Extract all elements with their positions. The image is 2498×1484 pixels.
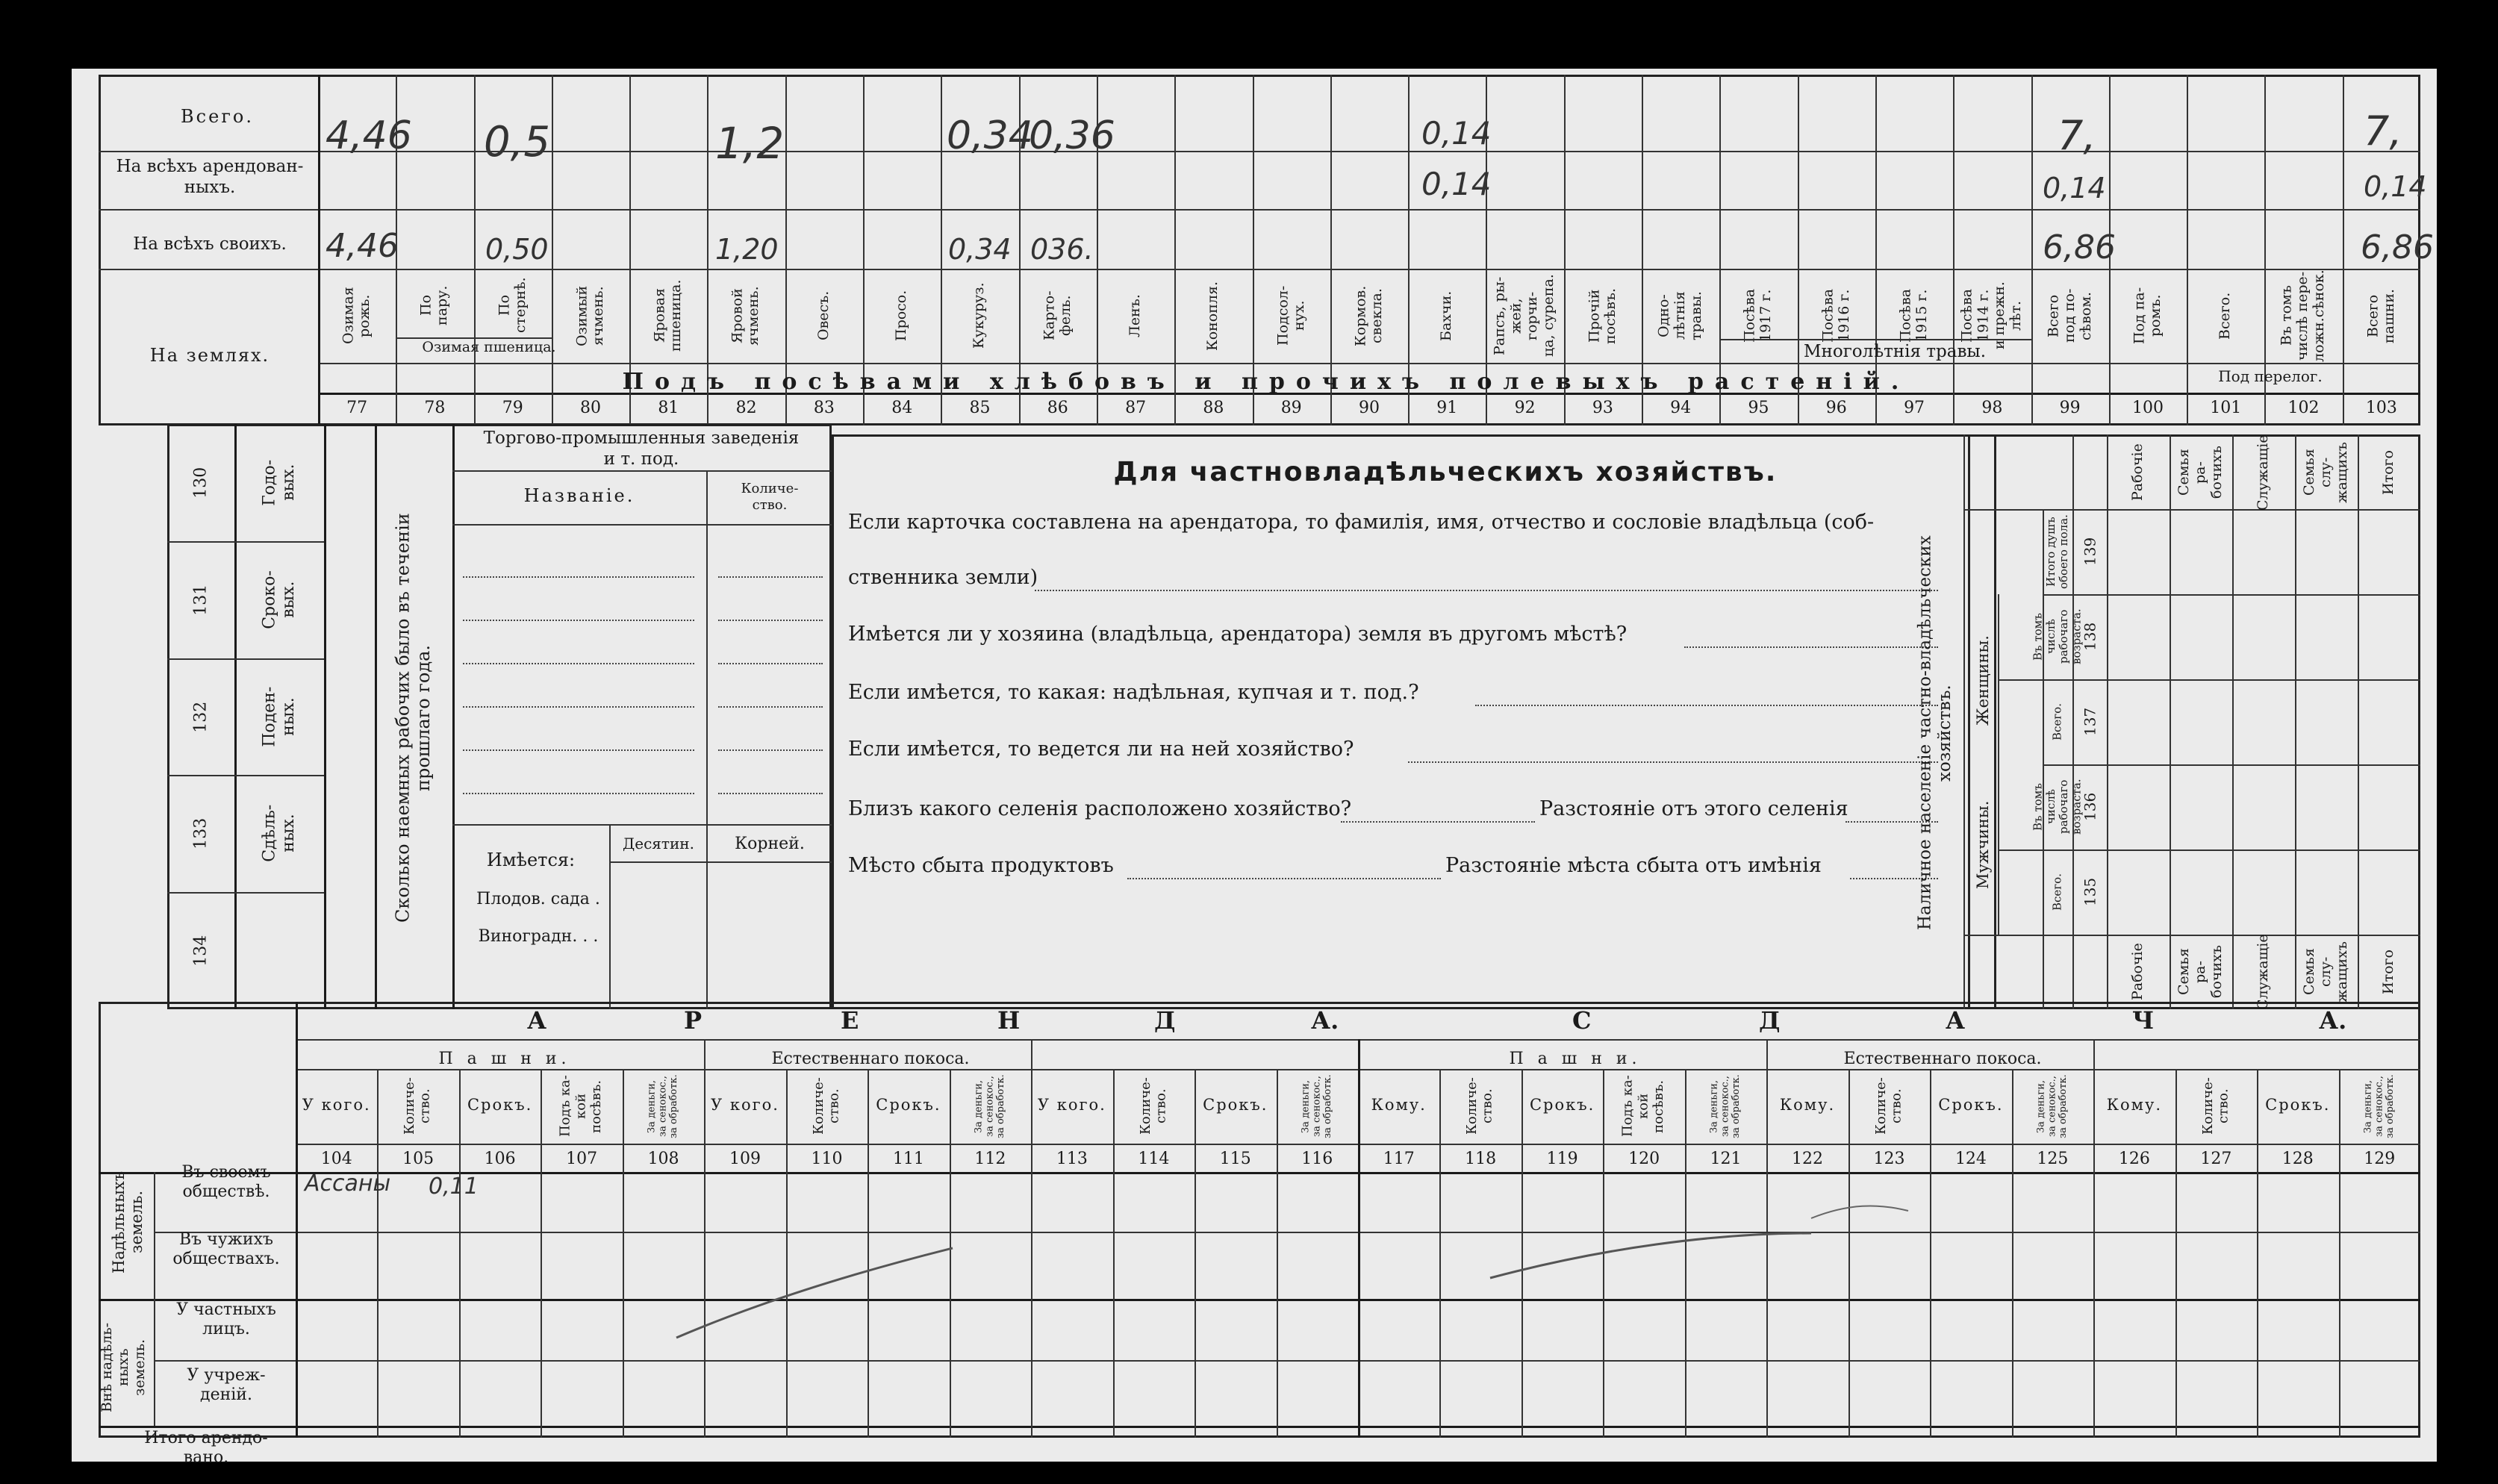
question-village-distance: Разстояніе отъ этого селенія — [1539, 797, 1848, 820]
bottom-col-number: 114 — [1138, 1150, 1170, 1168]
question-owner: Если карточка составлена на арендатора, то фамилія, имя, отчество и сословіе владѣльца (соб- — [848, 511, 1875, 534]
crop-col-number: 99 — [2059, 399, 2081, 417]
crop-col-header: Всего. — [2217, 292, 2234, 340]
bottom-col-number: 123 — [1873, 1150, 1905, 1168]
crop-col-number: 86 — [1047, 399, 1068, 417]
pop-col-header-bottom: Служащіе — [2255, 934, 2272, 1010]
crop-col-number: 89 — [1280, 399, 1302, 417]
bottom-col-number: 116 — [1301, 1150, 1333, 1168]
crop-col-number: 78 — [424, 399, 446, 417]
crop-col-number: 80 — [580, 399, 602, 417]
winter-wheat-label: Озимая пшеница. — [422, 339, 556, 355]
hw-total-99: 7, — [2058, 112, 2096, 159]
pop-row-label: Въ томъ числѣ рабочаго возраста. — [2031, 779, 2084, 835]
crop-col-header: Посѣва 1916 г. — [1819, 288, 1852, 343]
hw-lease-qty: 0,11 — [429, 1173, 479, 1200]
crop-col-number: 79 — [502, 399, 523, 417]
bottom-col-header: Кому. — [2106, 1096, 2162, 1114]
crop-col-header: Посѣва 1914 г. и прежн. лѣт. — [1958, 281, 2025, 350]
pop-col-header-bottom: Семья слу- жащихъ — [2301, 941, 2350, 1003]
worker-row-label: Годо- вых. — [260, 459, 298, 506]
row-total-rented: Итого арендо- вано. — [144, 1429, 268, 1468]
sdacha-letter: Д — [1759, 1006, 1781, 1035]
private-farm-title: Для частновладѣльческихъ хозяйствъ. — [1113, 457, 1778, 487]
question-land-type: Если имѣется, то какая: надѣльная, купчая и т. под.? — [848, 681, 1419, 704]
arenda-letter: А. — [1311, 1006, 1339, 1035]
crop-col-number: 92 — [1514, 399, 1536, 417]
crop-col-number: 98 — [1981, 399, 2003, 417]
bottom-col-number: 106 — [484, 1150, 516, 1168]
bottom-col-number: 121 — [1710, 1150, 1742, 1168]
question-other-land: Имѣется ли у хозяина (владѣльца, арендатора) земля въ другомъ мѣстѣ? — [848, 623, 1628, 646]
pop-col-header-top: Итого — [2380, 450, 2397, 495]
arenda-pashni-label: П а ш н и. — [438, 1050, 571, 1068]
bottom-col-header: За деньги, за сенокос., за обработк. — [973, 1074, 1006, 1138]
bottom-col-header: За деньги, за сенокос., за обработк. — [1299, 1074, 1333, 1138]
crop-col-header: Под па- ромъ. — [2131, 287, 2164, 345]
bottom-col-header: Срокъ. — [1938, 1096, 2004, 1114]
bottom-col-header: Количе- ство. — [402, 1077, 434, 1135]
crop-col-header: Овесъ. — [815, 290, 832, 341]
pop-col-header-bottom: Рабочіе — [2129, 943, 2146, 1001]
bottom-col-header: Подъ ка- кой посѣвъ. — [558, 1075, 605, 1138]
hw-own-103: 6,86 — [2361, 228, 2434, 266]
row-label-total: Всего. — [181, 106, 254, 127]
crop-col-header: Конопля. — [1204, 281, 1221, 351]
workers-question: Сколько наемных рабочих было въ теченіи прошлаго года. — [392, 513, 434, 923]
hw-own-potato: 036. — [1030, 233, 1094, 266]
bottom-col-header: Срокъ. — [1529, 1096, 1595, 1114]
crop-col-number: 93 — [1592, 399, 1613, 417]
bottom-col-header: Срокъ. — [1203, 1096, 1268, 1114]
bottom-col-header: Количе- ство. — [1137, 1077, 1169, 1135]
crop-col-header: Посѣва 1915 г. — [1897, 288, 1931, 343]
pop-row-num: 137 — [2081, 707, 2099, 737]
bottom-col-number: 129 — [2364, 1150, 2396, 1168]
bottom-col-header: За деньги, за сенокос., за обработк. — [2361, 1074, 2396, 1138]
hw-own-rye: 4,46 — [326, 227, 399, 265]
census-card-sheet — [72, 69, 2437, 1468]
question-owner-cont: ственника земли) — [848, 566, 1038, 589]
hw-own-corn: 0,34 — [948, 233, 1012, 266]
crop-col-number: 85 — [969, 399, 991, 417]
worker-row-num: 131 — [191, 584, 211, 616]
worker-row-num: 132 — [191, 701, 211, 732]
multiyear-grass-label: Многолѣтнія травы. — [1803, 342, 1987, 361]
crop-col-header: По пару. — [417, 285, 451, 325]
bottom-col-header: Количе- ство. — [2199, 1077, 2231, 1135]
worker-row-label: Сдѣль- ных. — [260, 805, 298, 863]
bottom-col-number: 108 — [647, 1150, 679, 1168]
hw-rent-103: 0,14 — [2364, 170, 2427, 203]
pop-col-header-top: Семья ра- бочихъ — [2175, 446, 2225, 499]
crop-col-number: 101 — [2210, 399, 2242, 417]
bottom-col-header: Срокъ. — [876, 1096, 941, 1114]
sdacha-pashni-label: П а ш н и. — [1509, 1050, 1642, 1068]
bottom-col-header: За деньги, за сенокос., за обработк. — [646, 1074, 680, 1138]
row-label-on-lands: На землях. — [149, 345, 270, 366]
sdacha-pokos-label: Естественнаго покоса. — [1843, 1050, 2042, 1068]
crop-col-number: 96 — [1825, 399, 1847, 417]
pop-row-num: 139 — [2081, 537, 2099, 567]
fallow-label: Под перелог. — [2218, 367, 2323, 385]
crop-col-header: Ленъ. — [1127, 294, 1144, 337]
row-own-society: Въ своемъ обществѣ. — [181, 1163, 271, 1202]
has-label: Имѣется: — [486, 849, 576, 870]
group-allotment-label: Надѣльныхъ земель. — [109, 1170, 146, 1273]
bottom-col-header: Количе- ство. — [1872, 1077, 1904, 1135]
bottom-col-header: Подъ ка- кой посѣвъ. — [1620, 1075, 1667, 1138]
bottom-col-number: 122 — [1792, 1150, 1824, 1168]
bottom-col-header: Срокъ. — [2265, 1096, 2331, 1114]
bottom-col-number: 105 — [402, 1150, 434, 1168]
bottom-col-number: 109 — [729, 1150, 761, 1168]
bottom-col-number: 124 — [1955, 1150, 1987, 1168]
pop-col-header-top: Служащіе — [2255, 434, 2272, 511]
pop-col-header-bottom: Семья ра- бочихъ — [2175, 945, 2225, 999]
crop-col-header: Яровая пшеница. — [651, 279, 685, 352]
crop-col-number: 77 — [346, 399, 368, 417]
crop-col-number: 103 — [2365, 399, 2397, 417]
bottom-col-number: 107 — [566, 1150, 598, 1168]
row-label-rented: На всѣхъ арендован- ныхъ. — [116, 157, 304, 197]
crop-col-header: Просо. — [893, 290, 910, 342]
bottom-col-number: 120 — [1628, 1150, 1660, 1168]
bottom-col-header: Количе- ство. — [1464, 1077, 1496, 1135]
arenda-pokos-label: Естественнаго покоса. — [771, 1050, 970, 1068]
bottom-col-number: 112 — [974, 1150, 1006, 1168]
crop-col-number: 97 — [1904, 399, 1925, 417]
bottom-col-header: У кого. — [302, 1096, 371, 1114]
bottom-col-number: 127 — [2200, 1150, 2232, 1168]
group-non-allotment-label: Внѣ надѣль- ныхъ земель. — [99, 1322, 148, 1413]
crop-col-number: 90 — [1358, 399, 1380, 417]
crop-col-header: Подсол- нух. — [1274, 285, 1307, 346]
row-private-persons: У частныхъ лицъ. — [176, 1300, 276, 1339]
pop-col-header-top: Рабочіе — [2129, 443, 2146, 502]
trade-name-label: Названіе. — [523, 485, 635, 506]
bottom-col-number: 104 — [320, 1150, 352, 1168]
bottom-col-header: Кому. — [1779, 1096, 1836, 1114]
crop-col-header: Рапсъ, ры- жей, горчи- ца, сурепа. — [1491, 274, 1557, 358]
row-label-own: На всѣхъ своихъ. — [133, 234, 287, 254]
arenda-letter: Р — [684, 1006, 703, 1035]
question-village: Близъ какого селенія расположено хозяйство? — [848, 797, 1352, 820]
crop-col-header: По стернѣ. — [495, 277, 529, 334]
roots-label: Корней. — [735, 835, 805, 853]
crop-col-header: Озимая рожь. — [340, 287, 373, 345]
bottom-col-number: 110 — [811, 1150, 843, 1168]
row-institutions: У учреж- деній. — [187, 1366, 266, 1405]
vineyard-label: Виноградн. . . — [478, 927, 599, 946]
question-market-distance: Разстояніе мѣста сбыта отъ имѣнія — [1445, 854, 1822, 877]
hw-lessor: Ассаны — [305, 1170, 391, 1197]
crop-col-number: 83 — [813, 399, 835, 417]
bottom-col-number: 111 — [892, 1150, 924, 1168]
pop-row-num: 135 — [2081, 877, 2099, 907]
hw-total-barley: 1,2 — [715, 118, 785, 169]
bottom-col-number: 119 — [1546, 1150, 1578, 1168]
hw-total-stubble: 0,5 — [484, 118, 551, 166]
crop-col-header: Яровой ячмень. — [729, 286, 762, 346]
bottom-col-header: Срокъ. — [467, 1096, 533, 1114]
worker-row-label: Сроко- вых. — [260, 570, 298, 629]
hw-own-barley: 1,20 — [715, 233, 779, 266]
orchard-label: Плодов. сада . — [476, 890, 600, 908]
pop-row-num: 138 — [2081, 622, 2099, 652]
crop-col-header: Карто- фель. — [1040, 290, 1074, 341]
crop-col-number: 82 — [735, 399, 757, 417]
sdacha-letter: А — [1946, 1006, 1966, 1035]
hw-total-rye: 4,46 — [326, 113, 412, 158]
crop-col-header: Прочій посѣвъ. — [1586, 287, 1619, 344]
worker-row-label: Поден- ных. — [260, 686, 298, 747]
crop-col-number: 102 — [2287, 399, 2320, 417]
hw-rent-99: 0,14 — [2043, 172, 2106, 205]
bottom-col-header: Кому. — [1371, 1096, 1427, 1114]
bottom-col-number: 117 — [1383, 1150, 1415, 1168]
bottom-col-number: 126 — [2118, 1150, 2150, 1168]
bottom-col-number: 115 — [1219, 1150, 1251, 1168]
bottom-col-header: У кого. — [711, 1096, 779, 1114]
hw-rent-melon: 0,14 — [1421, 166, 1492, 202]
women-label: Женщины. — [1973, 635, 1992, 726]
crop-col-header: Кукуруз. — [971, 282, 988, 349]
crop-col-header: Всего под по- сѣвом. — [2044, 288, 2094, 343]
bottom-col-number: 118 — [1465, 1150, 1497, 1168]
crop-col-header: Посѣва 1917 г. — [1741, 288, 1775, 343]
crop-col-header: Бахчи. — [1438, 290, 1455, 341]
worker-row-num: 130 — [191, 467, 211, 499]
question-farming: Если имѣется, то ведется ли на ней хозяйство? — [848, 738, 1354, 761]
arenda-letter: Е — [841, 1006, 859, 1035]
crop-col-header: Озимый ячмень. — [573, 285, 607, 346]
crop-col-number: 94 — [1670, 399, 1692, 417]
crop-col-number: 100 — [2131, 399, 2164, 417]
hw-total-corn: 0,34 — [947, 113, 1033, 158]
pop-row-num: 136 — [2081, 792, 2099, 822]
bottom-col-number: 125 — [2037, 1150, 2069, 1168]
row-other-society: Въ чужихъ обществахъ. — [172, 1230, 280, 1269]
worker-row-num: 133 — [191, 817, 211, 849]
worker-row-num: 134 — [191, 935, 211, 967]
bottom-col-header: За деньги, за сенокос., за обработк. — [1708, 1074, 1742, 1138]
crop-col-header: Одно- лѣтнія травы. — [1655, 291, 1705, 340]
hw-total-melon: 0,14 — [1421, 115, 1492, 152]
hw-total-103: 7, — [2364, 107, 2402, 155]
crop-col-number: 84 — [891, 399, 913, 417]
crop-col-header: Въ томъ числѣ пере- ложн.сѣнок. — [2278, 269, 2328, 362]
sdacha-letter: Ч — [2132, 1006, 2155, 1035]
trade-title: Торгово-промышленныя заведенія и т. под. — [483, 428, 800, 469]
bottom-col-number: 113 — [1056, 1150, 1088, 1168]
crop-col-number: 91 — [1436, 399, 1458, 417]
hw-own-stubble: 0,50 — [485, 233, 549, 266]
crop-col-number: 81 — [658, 399, 679, 417]
crop-col-number: 88 — [1203, 399, 1224, 417]
men-label: Мужчины. — [1973, 800, 1992, 890]
bottom-col-header: У кого. — [1037, 1096, 1106, 1114]
bottom-col-header: За деньги, за сенокос., за обработк. — [2035, 1074, 2069, 1138]
population-title: Наличное населеніе частно-владѣльческих хозяйствъ. — [1915, 535, 1955, 931]
hw-total-potato: 0,36 — [1029, 113, 1115, 158]
bottom-col-header: Количе- ство. — [810, 1077, 842, 1135]
pop-row-label: Всего. — [2050, 703, 2064, 741]
arenda-letter: Д — [1154, 1006, 1176, 1035]
sdacha-letter: А. — [2319, 1006, 2347, 1035]
crops-banner: Подъ посѣвами хлѣбовъ и прочихъ полевыхъ растеній. — [622, 369, 1910, 395]
trade-qty-label: Количе- ство. — [741, 481, 799, 513]
crop-col-header: Кормов. свекла. — [1352, 285, 1385, 346]
pop-row-label: Всего. — [2050, 873, 2064, 911]
crop-col-number: 95 — [1748, 399, 1769, 417]
sdacha-letter: С — [1572, 1006, 1592, 1035]
question-market: Мѣсто сбыта продуктовъ — [848, 854, 1114, 877]
desyatin-label: Десятин. — [623, 835, 694, 852]
pop-col-header-top: Семья слу- жащихъ — [2301, 442, 2350, 503]
pencil-strokes — [72, 69, 2437, 1462]
pop-col-header-bottom: Итого — [2380, 950, 2397, 994]
hw-own-99: 6,86 — [2043, 228, 2116, 266]
pop-row-label: Итого душъ обоего пола. — [2043, 514, 2070, 589]
arenda-letter: А — [527, 1006, 547, 1035]
bottom-col-number: 128 — [2281, 1150, 2314, 1168]
arenda-letter: Н — [997, 1006, 1021, 1035]
crop-col-number: 87 — [1125, 399, 1147, 417]
crop-col-header: Всего пашни. — [2364, 288, 2397, 343]
pop-row-label: Въ томъ числѣ рабочаго возраста. — [2031, 608, 2084, 665]
